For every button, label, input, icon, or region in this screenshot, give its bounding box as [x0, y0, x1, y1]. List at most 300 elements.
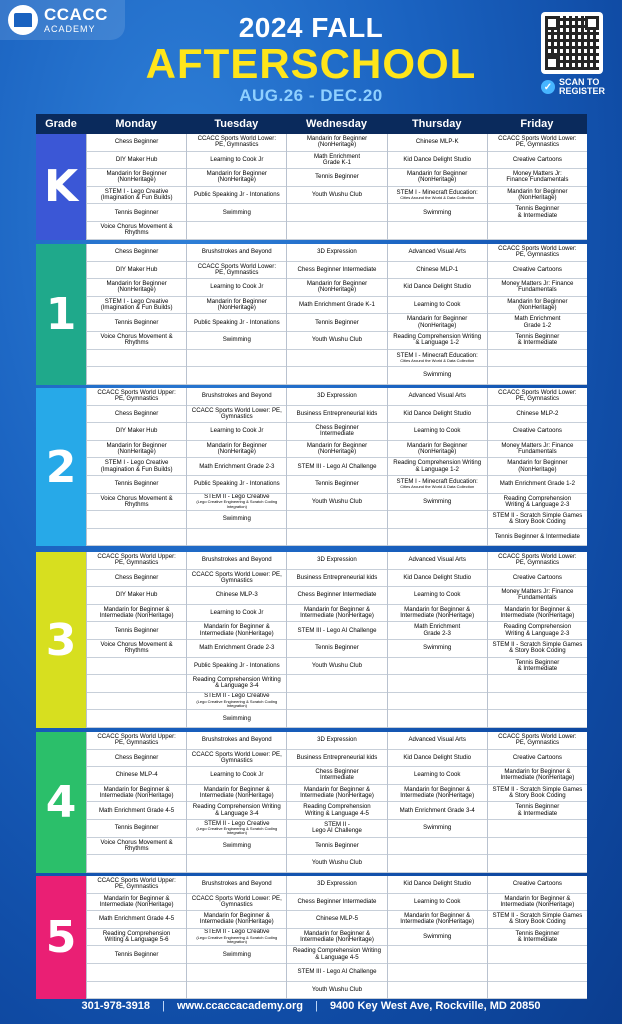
day-column-friday [487, 552, 587, 728]
header-wednesday: Wednesday [306, 118, 367, 130]
day-column-tuesday [186, 552, 286, 728]
class-name-line: Advanced Visual Arts [408, 556, 466, 564]
day-column-thursday [387, 244, 487, 385]
class-cell [488, 169, 587, 187]
class-name-line: Mandarin for Beginner & [303, 929, 371, 937]
class-name-line: STEM I - Minecraft Education: [396, 188, 478, 196]
class-name-line: Chess Beginner [114, 138, 159, 146]
grade-days-grid [86, 388, 587, 546]
class-name-line: CCACC Sports World Lower: PE, [191, 894, 282, 902]
scan-label-line2: REGISTER [559, 86, 606, 96]
class-name-line: Intermediate (NonHeritage) [99, 900, 174, 908]
class-cell [388, 911, 487, 929]
class-cell [87, 441, 186, 459]
class-name-line: (Lego Creative Engineering & Scratch Coding [196, 934, 278, 940]
footer [0, 1000, 622, 1012]
class-name-line: PE, Gymnastics [215, 268, 259, 276]
class-name-line: Voice Chorus Movement & [100, 494, 173, 502]
class-name-line: Tennis Beginner [114, 824, 159, 832]
check-icon: ✓ [541, 80, 555, 94]
class-name-line: Mandarin for Beginner [507, 187, 568, 195]
day-column-wednesday [286, 388, 386, 546]
class-cell [287, 767, 386, 785]
grade-days-grid [86, 876, 587, 999]
class-cell [488, 658, 587, 676]
class-name-line: CCACC Sports World Lower: [498, 135, 577, 143]
class-cell [488, 494, 587, 512]
class-name-line: CCACC Sports World Lower: PE, [191, 750, 282, 758]
class-name-line: DIY Maker Hub [115, 427, 158, 435]
class-cell [488, 297, 587, 315]
class-cell [287, 570, 386, 588]
class-name-line: Cities Around the World & Data Collection [400, 194, 475, 200]
header-thursday: Thursday [411, 118, 462, 130]
class-name-line: CCACC Sports World Lower: PE, [191, 570, 282, 578]
class-cell [488, 279, 587, 297]
class-name-line: DIY Maker Hub [115, 591, 158, 599]
class-name-line: Intermediate (NonHeritage) [300, 612, 374, 620]
class-name-line: Integration) [226, 939, 247, 945]
class-cell [87, 946, 186, 964]
class-name-line: (NonHeritage) [317, 141, 357, 149]
class-name-line: Rhythms [124, 339, 149, 347]
class-name-line: Grade K-1 [322, 158, 352, 166]
class-name-line: & Story Book Coding [509, 647, 566, 655]
class-cell [87, 279, 186, 297]
class-cell [187, 458, 286, 476]
class-name-line: Mandarin for Beginner & [404, 605, 471, 613]
empty-cell [287, 222, 386, 240]
class-name-line: Rhythms [124, 647, 149, 655]
class-name-line: Mandarin for Beginner & [203, 785, 270, 793]
class-name-line: Kid Dance Delight Studio [403, 753, 472, 761]
class-name-line: Mandarin for Beginner [407, 170, 468, 178]
empty-cell [488, 222, 587, 240]
class-name-line: Brushstrokes and Beyond [201, 880, 272, 888]
class-name-line: Swimming [222, 336, 251, 344]
class-name-line: 3D Expression [317, 556, 357, 564]
class-cell [388, 169, 487, 187]
class-name-line: Integration) [226, 830, 247, 836]
class-name-line: STEM II - Lego Creative [204, 819, 270, 827]
empty-cell [287, 511, 386, 529]
class-name-line: STEM II - Lego Creative [204, 692, 270, 700]
class-name-line: Mandarin for Beginner [507, 459, 568, 467]
class-name-line: Advanced Visual Arts [408, 736, 466, 744]
class-name-line: Intermediate (NonHeritage) [400, 612, 475, 620]
class-name-line: Reading Comprehension [303, 803, 371, 811]
class-name-line: Mandarin for Beginner & [504, 605, 571, 613]
class-name-line: Intermediate (NonHeritage) [300, 792, 374, 800]
class-name-line: Mandarin for Beginner & [303, 785, 371, 793]
empty-cell [87, 511, 186, 529]
empty-cell [287, 350, 386, 368]
empty-cell [287, 675, 386, 693]
class-name-line: Mandarin for Beginner & [103, 605, 170, 613]
class-name-line: Writing & Language 2-3 [505, 629, 570, 637]
class-name-line: Fundamentals [518, 594, 557, 602]
class-cell [388, 441, 487, 459]
day-column-wednesday [286, 134, 386, 240]
footer-phone[interactable]: 301-978-3918 [81, 1000, 151, 1012]
grade-label: 1 [36, 244, 86, 385]
class-cell [488, 152, 587, 170]
footer-separator: | [162, 1000, 165, 1012]
class-name-line: Learning to Cook [413, 771, 461, 779]
class-cell [388, 732, 487, 750]
class-cell [287, 388, 386, 406]
class-name-line: CCACC Sports World Lower: [498, 245, 577, 253]
qr-code[interactable] [541, 12, 603, 74]
class-name-line: STEM I - Lego Creative [104, 187, 169, 195]
class-cell [488, 605, 587, 623]
class-name-line: Tennis Beginner [515, 929, 560, 937]
class-name-line: CCACC Sports World Lower: [498, 553, 577, 561]
class-cell [388, 640, 487, 658]
class-cell [287, 911, 386, 929]
class-cell [488, 423, 587, 441]
class-cell [488, 570, 587, 588]
class-cell [287, 802, 386, 820]
class-name-line: Public Speaking Jr - Intonations [193, 318, 280, 326]
class-cell [388, 929, 487, 947]
class-name-line: Learning to Cook Jr [210, 283, 264, 291]
day-column-monday [86, 876, 186, 999]
class-cell [388, 332, 487, 350]
day-column-thursday [387, 134, 487, 240]
grade-block-5 [36, 876, 587, 999]
empty-cell [488, 982, 587, 1000]
class-cell [187, 297, 286, 315]
class-name-line: Intermediate (NonHeritage) [99, 612, 174, 620]
class-name-line: Tennis Beginner [315, 173, 359, 181]
class-cell [388, 314, 487, 332]
class-name-line: Mandarin for Beginner & [303, 605, 371, 613]
empty-cell [488, 855, 587, 873]
class-name-line: Chinese MLP-3 [215, 591, 258, 599]
day-column-thursday [387, 388, 487, 546]
class-name-line: Kid Dance Delight Studio [403, 155, 472, 163]
class-name-line: (Lego Creative Engineering & Scratch Coding [196, 698, 278, 704]
class-name-line: Tennis Beginner [114, 480, 159, 488]
class-cell [388, 279, 487, 297]
grade-block-1 [36, 244, 587, 385]
class-name-line: STEM II - Scratch Simple Games [492, 785, 583, 793]
empty-cell [87, 710, 186, 728]
class-cell [87, 767, 186, 785]
class-cell [87, 314, 186, 332]
grade-label: 4 [36, 732, 86, 873]
class-cell [187, 441, 286, 459]
class-name-line: Intermediate (NonHeritage) [199, 918, 274, 926]
class-cell [87, 911, 186, 929]
empty-cell [187, 222, 286, 240]
class-name-line: Mandarin for Beginner [507, 297, 568, 305]
class-name-line: Reading Comprehension Writing [293, 947, 381, 955]
class-cell [87, 820, 186, 838]
class-cell [287, 640, 386, 658]
class-name-line: Public Speaking Jr - Intonations [193, 480, 280, 488]
grade-days-grid [86, 134, 587, 240]
class-name-line: Tennis Beginner [315, 480, 359, 488]
class-name-line: Math Enrichment Grade 3-4 [399, 806, 475, 814]
class-name-line: Tennis Beginner & Intermediate [494, 532, 580, 540]
class-cell [388, 367, 487, 385]
class-cell [488, 785, 587, 803]
class-cell [187, 750, 286, 768]
class-name-line: Math Enrichment [514, 315, 561, 323]
empty-cell [187, 982, 286, 1000]
class-name-line: (NonHeritage) [117, 286, 156, 294]
class-name-line: CCACC Sports World Upper: [97, 553, 176, 561]
qr-pattern-icon [545, 16, 599, 70]
class-name-line: Math Enrichment Grade 2-3 [199, 644, 275, 652]
scan-label [559, 78, 605, 96]
class-cell [388, 494, 487, 512]
class-name-line: Mandarin for Beginner [306, 441, 368, 449]
class-name-line: Business Entrepreneurial kids [296, 409, 378, 417]
class-name-line: PE, Gymnastics [515, 251, 560, 259]
empty-cell [488, 820, 587, 838]
class-name-line: Reading Comprehension [503, 494, 572, 502]
empty-cell [87, 658, 186, 676]
day-column-tuesday [186, 876, 286, 999]
class-name-line: Mandarin for Beginner [106, 441, 167, 449]
class-cell [87, 204, 186, 222]
class-cell [287, 187, 386, 205]
class-name-line: 3D Expression [317, 736, 357, 744]
empty-cell [187, 529, 286, 547]
class-name-line: Business Entrepreneurial kids [296, 753, 378, 761]
class-cell [87, 605, 186, 623]
class-cell [488, 262, 587, 280]
class-cell [87, 494, 186, 512]
class-cell [488, 441, 587, 459]
class-cell [287, 929, 386, 947]
class-name-line: Reading Comprehension Writing [393, 333, 482, 341]
class-cell [388, 152, 487, 170]
class-name-line: Rhythms [124, 500, 149, 508]
day-column-monday [86, 552, 186, 728]
class-cell [187, 204, 286, 222]
class-name-line: Mandarin for Beginner & [404, 785, 471, 793]
header-friday: Friday [520, 118, 554, 130]
class-cell [87, 802, 186, 820]
class-name-line: Mandarin for Beginner & [504, 894, 571, 902]
class-name-line: STEM II - Scratch Simple Games [492, 512, 583, 520]
class-cell [488, 640, 587, 658]
class-cell [187, 570, 286, 588]
empty-cell [488, 964, 587, 982]
class-name-line: Youth Wushu Club [311, 859, 363, 867]
class-name-line: Finance Fundamentals [506, 176, 569, 184]
day-column-tuesday [186, 244, 286, 385]
empty-cell [187, 964, 286, 982]
class-cell [187, 244, 286, 262]
class-cell [388, 388, 487, 406]
class-cell [87, 388, 186, 406]
class-name-line: Learning to Cook Jr [210, 427, 264, 435]
class-name-line: CCACC Sports World Lower: PE, [191, 406, 282, 414]
class-name-line: Chess Beginner Intermediate [297, 897, 377, 905]
class-name-line: Swimming [222, 950, 251, 958]
empty-cell [87, 693, 186, 711]
class-cell [87, 262, 186, 280]
class-name-line: Intermediate (NonHeritage) [400, 918, 475, 926]
class-name-line: Public Speaking Jr - Intonations [193, 661, 280, 669]
class-name-line: Intermediate (NonHeritage) [199, 792, 274, 800]
class-name-line: & Story Book Coding [509, 792, 566, 800]
class-name-line: PE, Gymnastics [114, 883, 159, 891]
class-name-line: PE, Gymnastics [215, 141, 259, 149]
class-name-line: Chess Beginner [114, 248, 159, 256]
empty-cell [388, 982, 487, 1000]
class-cell [187, 876, 286, 894]
brand-name: CCACC [44, 5, 108, 24]
class-cell [287, 622, 386, 640]
grade-label: 2 [36, 388, 86, 546]
class-cell [388, 605, 487, 623]
grade-days-grid [86, 732, 587, 873]
class-cell [187, 134, 286, 152]
class-name-line: Money Matters Jr: Finance [501, 280, 574, 288]
class-name-line: Swimming [423, 932, 452, 940]
class-name-line: Voice Chorus Movement & [100, 838, 173, 846]
scan-label-line1: SCAN TO [559, 77, 600, 87]
empty-cell [287, 710, 386, 728]
class-cell [388, 476, 487, 494]
day-column-tuesday [186, 732, 286, 873]
class-cell [488, 767, 587, 785]
grade-days-grid [86, 244, 587, 385]
class-name-line: Rhythms [124, 229, 149, 237]
class-cell [187, 187, 286, 205]
class-name-line: Mandarin for Beginner & [504, 768, 571, 776]
class-name-line: Kid Dance Delight Studio [403, 409, 472, 417]
class-name-line: Mandarin for Beginner [206, 441, 267, 449]
class-name-line: STEM II - Lego Creative [204, 928, 270, 936]
class-name-line: Gymnastics [220, 576, 253, 584]
class-cell [287, 441, 386, 459]
class-cell [388, 894, 487, 912]
class-name-line: Writing & Language 5-6 [104, 936, 169, 944]
class-name-line: Fundamentals [518, 448, 557, 456]
class-cell [187, 838, 286, 856]
empty-cell [187, 350, 286, 368]
empty-cell [87, 855, 186, 873]
day-column-monday [86, 134, 186, 240]
class-cell [87, 640, 186, 658]
class-cell [287, 244, 386, 262]
grade-label: K [36, 134, 86, 240]
class-name-line: Swimming [423, 371, 452, 379]
class-name-line: Writing & Language 4-5 [305, 809, 369, 817]
class-name-line: Voice Chorus Movement & [100, 333, 173, 341]
class-cell [488, 911, 587, 929]
class-cell [87, 838, 186, 856]
footer-website[interactable]: www.ccaccacademy.org [177, 1000, 303, 1012]
class-name-line: Money Matters Jr: Finance [501, 588, 574, 596]
class-name-line: & Intermediate [517, 809, 558, 817]
class-name-line: Gymnastics [220, 756, 253, 764]
class-name-line: & Language 3-4 [215, 682, 259, 690]
class-name-line: CCACC Sports World Upper: [97, 389, 176, 397]
class-cell [87, 894, 186, 912]
class-cell [287, 855, 386, 873]
title-dates: AUG.26 - DEC.20 [239, 86, 383, 105]
class-name-line: Gymnastics [220, 900, 253, 908]
class-cell [187, 552, 286, 570]
class-name-line: Youth Wushu Club [311, 190, 363, 198]
empty-cell [388, 838, 487, 856]
class-cell [87, 297, 186, 315]
class-name-line: CCACC Sports World Lower: [197, 135, 277, 143]
class-name-line: Business Entrepreneurial kids [296, 573, 378, 581]
class-name-line: STEM I - Lego Creative [104, 297, 169, 305]
class-cell [287, 876, 386, 894]
class-cell [388, 187, 487, 205]
class-name-line: Cities Around the World & Data Collection [400, 484, 475, 490]
day-column-wednesday [286, 244, 386, 385]
class-name-line: Learning to Cook [413, 591, 461, 599]
class-cell [287, 262, 386, 280]
empty-cell [488, 367, 587, 385]
class-cell [187, 332, 286, 350]
class-cell [287, 314, 386, 332]
empty-cell [87, 675, 186, 693]
class-cell [187, 640, 286, 658]
class-name-line: Swimming [423, 644, 452, 652]
class-name-line: Tennis Beginner [515, 205, 560, 213]
class-name-line: Chess Beginner [114, 409, 159, 417]
empty-cell [488, 838, 587, 856]
class-name-line: Learning to Cook Jr [210, 771, 264, 779]
brand-sub: ACADEMY [44, 24, 96, 34]
class-name-line: Creative Cartoons [512, 880, 562, 888]
class-name-line: & Intermediate [517, 936, 558, 944]
class-cell [87, 622, 186, 640]
class-cell [187, 658, 286, 676]
class-name-line: PE, Gymnastics [114, 395, 159, 403]
class-name-line: (NonHeritage) [518, 194, 557, 202]
class-name-line: PE, Gymnastics [515, 559, 560, 567]
empty-cell [488, 693, 587, 711]
title-season: 2024 FALL [238, 12, 384, 43]
class-cell [287, 750, 386, 768]
class-cell [388, 297, 487, 315]
class-cell [488, 204, 587, 222]
class-cell [388, 350, 487, 368]
empty-cell [287, 529, 386, 547]
class-name-line: Reading Comprehension [503, 623, 572, 631]
class-name-line: & Language 3-4 [215, 809, 259, 817]
empty-cell [388, 511, 487, 529]
class-cell [187, 732, 286, 750]
class-name-line: Swimming [423, 208, 452, 216]
class-name-line: PE, Gymnastics [515, 141, 560, 149]
class-cell [187, 894, 286, 912]
class-cell [87, 406, 186, 424]
class-name-line: Swimming [222, 714, 251, 722]
class-cell [187, 279, 286, 297]
class-name-line: STEM III - Lego AI Challenge [297, 626, 377, 634]
class-name-line: STEM III - Lego AI Challenge [297, 462, 377, 470]
class-name-line: CCACC Sports World Upper: [97, 877, 176, 885]
class-cell [488, 929, 587, 947]
class-name-line: Tennis Beginner [114, 208, 159, 216]
class-name-line: Integration) [226, 503, 247, 509]
class-cell [187, 911, 286, 929]
